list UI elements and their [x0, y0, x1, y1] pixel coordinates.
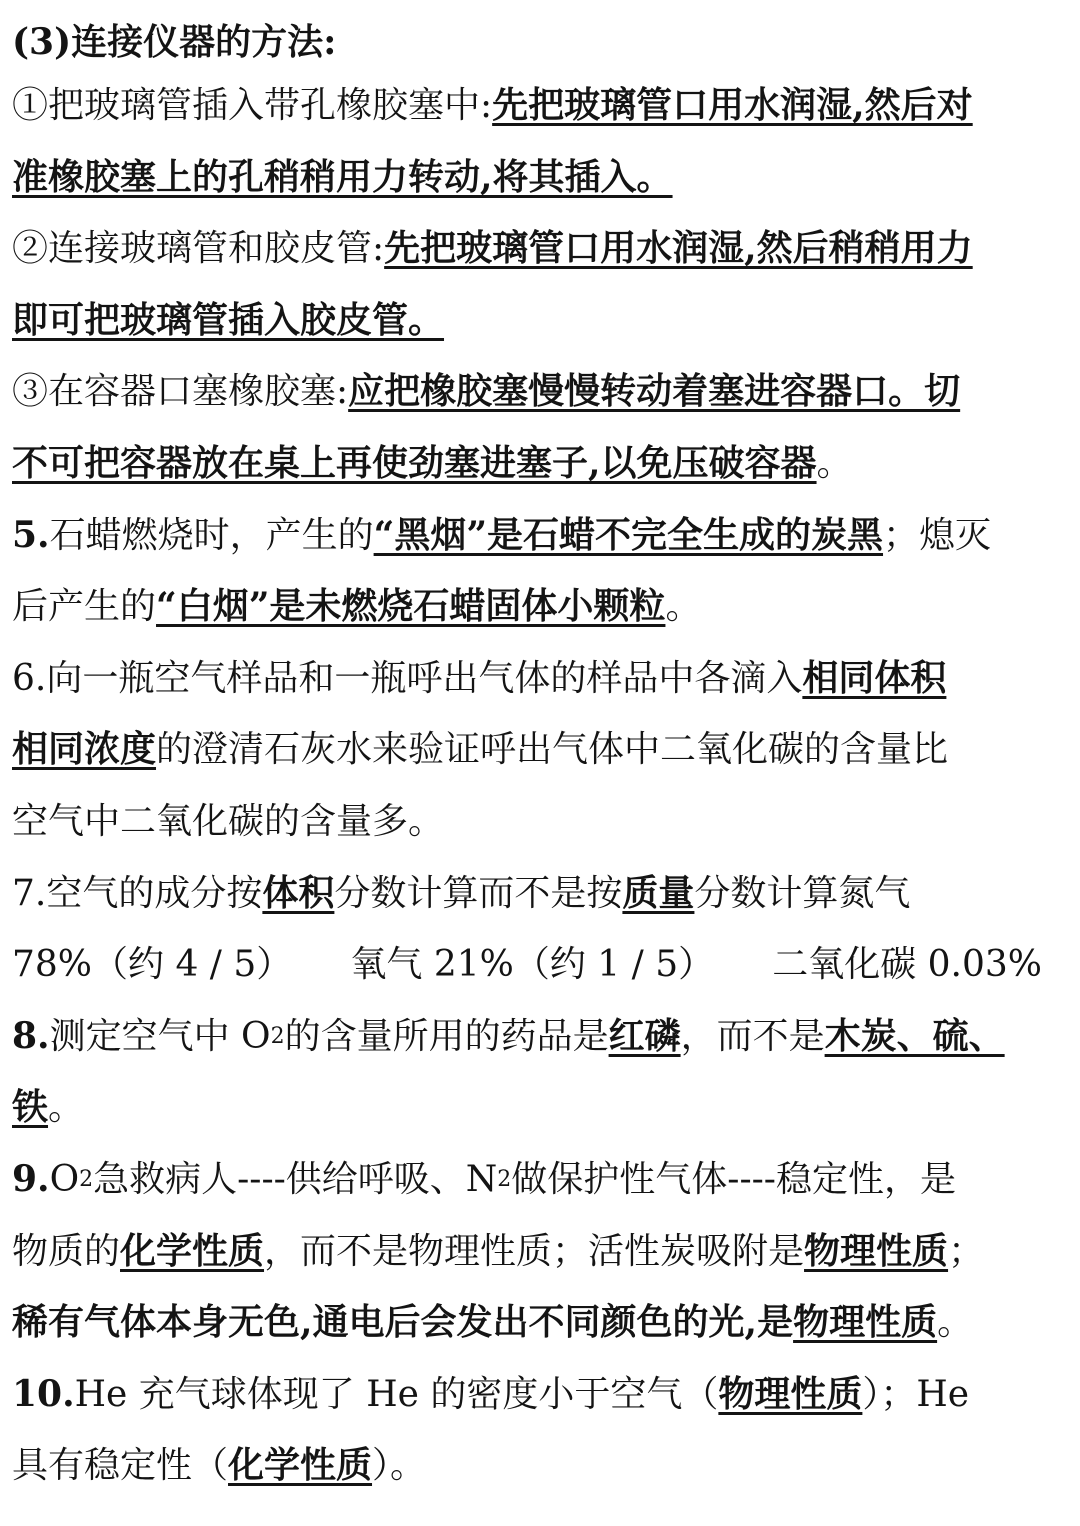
item9-line2-mid: ，而不是物理性质；活性炭吸附是 [264, 1230, 805, 1272]
item5-end: 。 [665, 586, 702, 628]
item10-line2-pre: 具有稳定性（ [12, 1445, 229, 1487]
item9-line1 [12, 1144, 1070, 1216]
method1-line1 [12, 70, 1070, 142]
item9-line2-pre: 物质的 [12, 1230, 121, 1272]
item10-number: 10. [12, 1372, 75, 1415]
item8-not-these: 木炭、硫、 [824, 1014, 1005, 1057]
item8-number: 8. [12, 1014, 50, 1057]
item8-red-phosphorus: 红磷 [608, 1014, 681, 1057]
item10-post: ）；He [862, 1373, 970, 1415]
item7-number: 7. [12, 872, 47, 914]
item6-same-volume: 相同体积 [802, 656, 947, 699]
item9-chemical-property: 化学性质 [120, 1229, 265, 1272]
item8-sub: 2 [270, 1023, 285, 1049]
method3-line2 [12, 428, 1070, 500]
section-heading [12, 14, 1070, 70]
item8-line1 [12, 1001, 1070, 1073]
method2-answer-b: 即可把玻璃管插入胶皮管。 [12, 298, 445, 341]
item10-line1 [12, 1359, 1070, 1431]
item8-line2 [12, 1072, 1070, 1144]
item10-chemical-property: 化学性质 [228, 1444, 373, 1487]
item9-number: 9. [12, 1157, 50, 1200]
method1-line2 [12, 142, 1070, 214]
item9-sub2: 2 [497, 1166, 512, 1192]
item9-line3-bold: 稀有气体本身无色,通电后会发出不同颜色的光,是 [12, 1301, 794, 1344]
method2-line2 [12, 285, 1070, 357]
method1-answer-a: 先把玻璃管口用水润湿,然后对 [492, 84, 973, 126]
item10-line2 [12, 1430, 1070, 1502]
heading-text: (3)连接仪器的方法: [12, 21, 337, 63]
item5-white-smoke: “白烟”是未燃烧石蜡固体小颗粒 [156, 585, 666, 628]
item5-black-smoke: “黑烟”是石蜡不完全生成的炭黑 [373, 513, 884, 556]
item7-post: 分数计算氮气 [694, 872, 911, 914]
method3-end: 。 [816, 442, 853, 484]
item5-line2-pre: 后产生的 [12, 586, 157, 628]
item9-p1: O [49, 1158, 80, 1200]
item9-physical-property-2: 物理性质 [793, 1301, 938, 1344]
item6-line1 [12, 643, 1070, 715]
item9-sub1: 2 [79, 1166, 94, 1192]
item7-mass: 质量 [622, 871, 695, 914]
item10-physical-property: 物理性质 [718, 1372, 863, 1415]
item9-p2: 急救病人----供给呼吸、N [93, 1158, 498, 1200]
item8-mid2: ，而不是 [680, 1015, 825, 1057]
method2-line1 [12, 213, 1070, 285]
method3-answer-a: 应把橡胶塞慢慢转动着塞进容器口。切 [348, 370, 961, 413]
item7-volume: 体积 [262, 871, 335, 914]
item7-nitrogen: 78%（约 4 / 5） [12, 944, 293, 986]
item8-end: 。 [48, 1087, 85, 1129]
item6-line3: 空气中二氧化碳的含量多。 [12, 800, 445, 842]
item9-p3: 做保护性气体----稳定性，是 [511, 1158, 956, 1200]
method3-label: ③在容器口塞橡胶塞: [12, 371, 349, 413]
item6-line3 [12, 786, 1070, 858]
method1-label: ①把玻璃管插入带孔橡胶塞中: [12, 85, 493, 126]
item6-line2 [12, 714, 1070, 786]
item5-line2 [12, 571, 1070, 643]
item8-mid: 的含量所用的药品是 [284, 1015, 609, 1057]
item10-pre: He 充气球体现了 He 的密度小于空气（ [74, 1373, 719, 1415]
method2-label: ②连接玻璃管和胶皮管: [12, 228, 385, 270]
item7-pre: 空气的成分按 [46, 872, 263, 914]
item8-iron: 铁 [12, 1086, 49, 1129]
method2-answer-a: 先把玻璃管口用水润湿,然后稍稍用力 [384, 227, 973, 270]
method3-answer-b: 不可把容器放在桌上再使劲塞进塞子,以免压破容器 [12, 441, 817, 484]
item5-mid: ；熄灭 [883, 514, 992, 556]
item6-same-concentration: 相同浓度 [12, 728, 157, 771]
item8-pre: 测定空气中 O [49, 1015, 271, 1057]
item10-end: ）。 [372, 1445, 427, 1487]
item7-line2 [12, 929, 1070, 1001]
item6-number: 6. [12, 657, 47, 699]
method3-line1 [12, 356, 1070, 428]
method1-answer-b: 准橡胶塞上的孔稍稍用力转动,将其插入。 [12, 155, 673, 198]
item6-line2-post: 的澄清石灰水来验证呼出气体中二氧化碳的含量比 [156, 729, 949, 771]
item5-line1 [12, 500, 1070, 572]
item9-physical-property: 物理性质 [804, 1229, 949, 1272]
item9-line3-end: 。 [937, 1302, 974, 1344]
item9-line3 [12, 1287, 1070, 1359]
item7-mid: 分数计算而不是按 [334, 872, 623, 914]
item7-line1 [12, 858, 1070, 930]
item9-line2-end: ； [948, 1230, 985, 1272]
item7-oxygen: 氧气 21%（约 1 / 5） [350, 944, 715, 986]
item7-co2: 二氧化碳 0.03% [772, 944, 1042, 986]
item5-pre: 石蜡燃烧时，产生的 [49, 514, 374, 556]
item6-pre: 向一瓶空气样品和一瓶呼出气体的样品中各滴入 [46, 657, 803, 699]
item9-line2 [12, 1216, 1070, 1288]
item5-number: 5. [12, 513, 50, 556]
